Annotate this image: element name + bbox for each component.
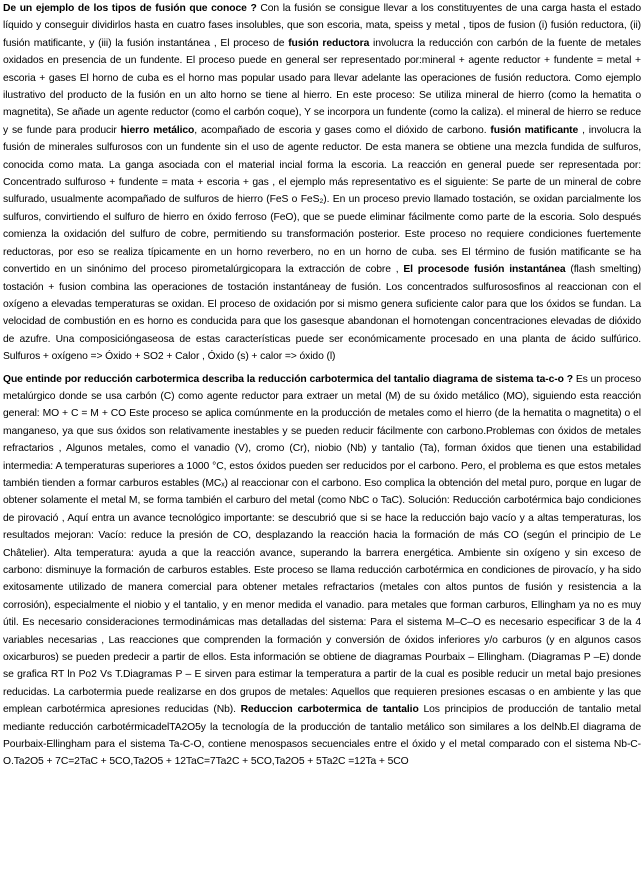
term-hierro-metalico: hierro metálico — [120, 124, 195, 136]
term-reduccion-tantalio: Reduccion carbotermica de tantalio — [240, 704, 419, 716]
body-text: Es un proceso metalúrgico donde se usa carbón (C) como agente reductor para extraer un metal (M) de su óxido metálico (MO), siguiendo esta reacción general: MO + C = M + CO Este proceso se aplica comúnmente en la producción de metales como el hierro (de la hematita o magnetita) o el manganeso, ya que sus óxidos son relativamente inestables y se pueden reducir fácilmente con carbono.Problemas con óxidos de metales refractarios , Algunos metales, como el vanadio (V), cromo (Cr), niobio (Nb) y tantalio (Ta), forman óxidos que tienen una estabilidad intermedia: A temperaturas superiores a 1000 °C, estos óxidos pueden ser reducidos por el carbono. Pero, el problema es que estos metales también tienden a formar carburos estables (MCₓ) al reaccionar con el carbono. Eso complica la obtención del metal puro, porque en lugar de obtener solamente el metal M, se forma también el carburo del metal (como NbC o TaC). Solución: Reducción carbotérmica bajo condiciones de pirovació , Aquí entra un avance tecnológico importante: se descubrió que si se hace la reducción bajo vacío y a altas temperaturas, los resultados mejoran: Vacío: reduce la presión de CO, desplazando la reacción hacia la formación de más CO (según el principio de Le Châtelier). Alta temperatura: ayuda a que la reacción avance, superando la barrera energética. Ambiente sin oxígeno y sin exceso de carbono: disminuye la formación de carburos estables. Este proceso se llama reducción carbotérmica en condiciones de pirovacío, y ha sido exitosamente utilizado de manera comercial para obtener metales refractarios (metales con altos puntos de fusión y resistencia a la corrosión), especialmente el niobio y el tantalio, y en menor medida el vanadio. para metales que forman carburos, Ellingham ya no es muy útil. Es necesario consideraciones termodinámicas mas detalladas del sistema: Para el sistema M–C–O es necesario especificar 3 de la 4 variables necesarias , Las reacciones que comprenden la formación y conversión de óxidos inferiores y/o carburos (y en algunos casos oxicarburos) se pueden predecir a partir de ellos. Esta información se obtiene de diagramas Pourbaix – Ellingham. (Diagramas P –E) donde se grafica RT ln Po2 Vs T.Diagramas P – E sirven para estimar la temperatura a partir de la cual es posible reducir un metal bajo presiones reducidas. La carbotermia puede realizarse en dos grupos de metales: Aquellos que requieren presiones escasas o en ambiente y las que emplean carbotérmica apresiones reducidas (Nb). — [3, 373, 641, 716]
body-text: involucra la reducción con carbón de la fuente de metales oxidados en presencia de un fundente. El proceso puede en general ser representado por:mineral + agente reductor + fundente = metal + escoria + gases El horno de cuba es el horno mas popular usado para llevar adelante las operaciones de fusión reductora. Como ejemplo ilustrativo del producto de la fusión en un alto horno se tiene al hierro. En este proceso: Se utiliza mineral de hierro (como la hematita o magnetita), Se añade un agente reductor (como el carbón coque), Y se incorpora un fundente (como la caliza). el mineral de hierro se reduce y se funde para producir — [3, 37, 641, 136]
paragraph-fusion-types — [3, 0, 641, 366]
body-text: , acompañado de escoria y gases como el dióxido de carbono. — [194, 124, 491, 136]
question-heading-fusion: De un ejemplo de los tipos de fusión que conoce ? — [3, 3, 257, 14]
term-fusion-matificante: fusión matificante — [490, 124, 579, 136]
term-fusion-instantanea: El procesode fusión instantánea — [403, 264, 566, 276]
body-text: , involucra la fusión de minerales sulfurosos con un fundente sin el uso de agente reductor. De esta manera se obtiene una mezcla fundida de sulfuros, conocida como mata. La ganga asociada con el material incial forma la escoria. La reacción en general puede ser representada por: Concentrado sulfuroso + fundente = mata + escoria + gas , el ejemplo más representativo es el siguiente: Se parte de un mineral de cobre sulfurado, usualmente acompañado de sulfuros de hierro (FeS o FeS₂). En un proceso previo llamado tostación, se oxidan parcialmente los sulfuros, convirtiendo el sulfuro de hierro en óxido ferroso (FeO), que se puede eliminar fácilmente como parte de la escoria. Solo después comienza la oxidación del sulfuro de cobre, permitiendo su transformación posterior. Este proceso no requiere condiciones fuertemente reductoras, por eso se realiza típicamente en un horno reverbero, no en un horno de cuba. ses El término de fusión matificante se ha convertido en un sinónimo del proceso pirometalúrgicopara la extracción de cobre , — [3, 124, 641, 276]
body-text: Con la fusión se consigue llevar a los constituyentes de una carga hasta el estado líquido y conseguir dividirlos hasta en cuatro fases insolubles, que son escoria, mata, speiss y metal , tipos de fusion (i) fusión reductora, (ii) fusión matificante, y (iii) la fusión instantánea , El proceso de — [3, 3, 642, 49]
body-text: Los principios de producción de tantalio metal mediante reducción carbotérmicadelTA2O5y la tecnología de la producción de tantalio metálico son similares a los delNb.El diagrama de Pourbaix-Ellingham para el sistema Ta-C-O, contiene menospasos secuenciales entre el óxido y el metal comparado con el sistema Nb-C-O.Ta2O5 + 7C=2TaC + 5CO,Ta2O5 + 12TaC=7Ta2C + 5CO,Ta2O5 + 5Ta2C =12Ta + 5CO — [3, 704, 641, 768]
question-heading-carbotermica: Que entinde por reducción carbotermica describa la reducción carbotermica del tantalio diagrama de sistema ta-c-o ? — [3, 373, 573, 385]
body-text: (flash smelting) tostación + fusion combina las operaciones de tostación instantáneay de fusión. Los concentrados sulfurososfinos al reaccionan con el oxígeno a elevadas temperaturas se oxidan. El proceso de oxidación por si mismo genera suficiente calor para que los óxidos se fundan. La velocidad de combustión en es horno es conducida para que los gasesque abandonan el hornotengan concentraciones elevadas de dióxido de azufre. Una composicióngaseosa de estas características puede ser económicamente procesado en una planta de ácido sulfúrico. Sulfuros + oxígeno => Óxido + SO2 + Calor , Óxido (s) + calor => óxido (l) — [3, 264, 641, 363]
paragraph-carbothermic-reduction — [3, 371, 641, 771]
term-fusion-reductora: fusión reductora — [288, 37, 370, 49]
